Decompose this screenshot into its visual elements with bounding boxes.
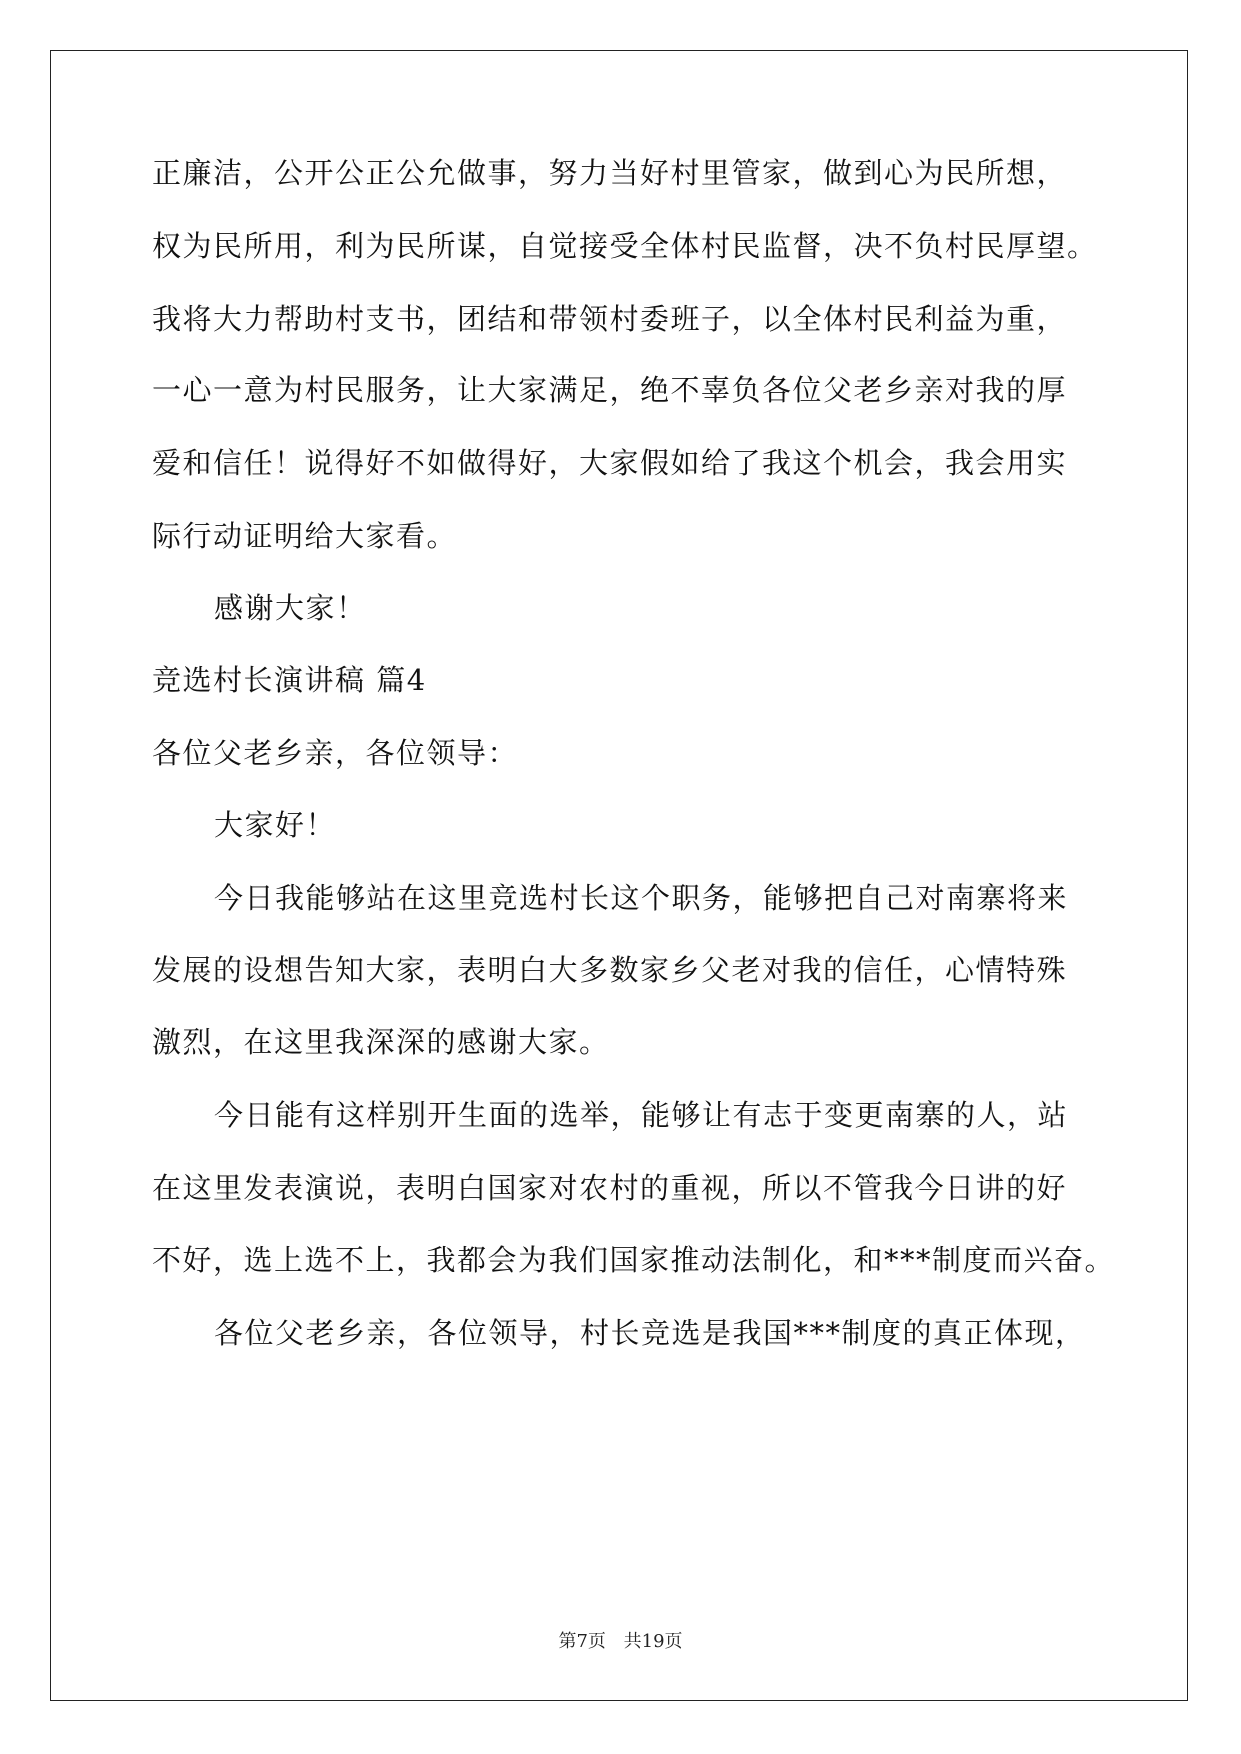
paragraph-line: 激烈，在这里我深深的感谢大家。	[152, 1025, 610, 1059]
paragraph-line: 正廉洁，公开公正公允做事，努力当好村里管家，做到心为民所想，	[152, 156, 1068, 190]
paragraph-line: 今日能有这样别开生面的选举，能够让有志于变更南寨的人，站	[214, 1098, 1069, 1132]
page-footer	[0, 1630, 1241, 1654]
greeting: 大家好！	[214, 808, 337, 842]
section-heading: 竞选村长演讲稿 篇4	[152, 663, 427, 697]
page-total: 共19页	[623, 1631, 683, 1652]
paragraph-line: 各位父老乡亲，各位领导，村长竞选是我国***制度的真正体现，	[214, 1316, 1086, 1350]
paragraph-line: 今日我能够站在这里竞选村长这个职务，能够把自己对南寨将来	[214, 881, 1069, 915]
paragraph-line: 我将大力帮助村支书，团结和带领村委班子，以全体村民利益为重，	[152, 302, 1068, 336]
paragraph-line: 际行动证明给大家看。	[152, 519, 458, 553]
page-number: 第7页	[558, 1631, 606, 1652]
closing-line: 感谢大家！	[214, 591, 367, 625]
paragraph-line: 权为民所用，利为民所谋，自觉接受全体村民监督，决不负村民厚望。	[152, 229, 1098, 263]
salutation: 各位父老乡亲，各位领导：	[152, 736, 519, 770]
paragraph-line: 在这里发表演说，表明白国家对农村的重视，所以不管我今日讲的好	[152, 1171, 1068, 1205]
paragraph-line: 爱和信任！说得好不如做得好，大家假如给了我这个机会，我会用实	[152, 446, 1068, 480]
paragraph-line: 不好，选上选不上，我都会为我们国家推动法制化，和***制度而兴奋。	[152, 1243, 1116, 1277]
paragraph-line: 一心一意为村民服务，让大家满足，绝不辜负各位父老乡亲对我的厚	[152, 373, 1068, 407]
paragraph-line: 发展的设想告知大家，表明白大多数家乡父老对我的信任，心情特殊	[152, 953, 1068, 987]
page-frame	[50, 50, 1188, 1701]
